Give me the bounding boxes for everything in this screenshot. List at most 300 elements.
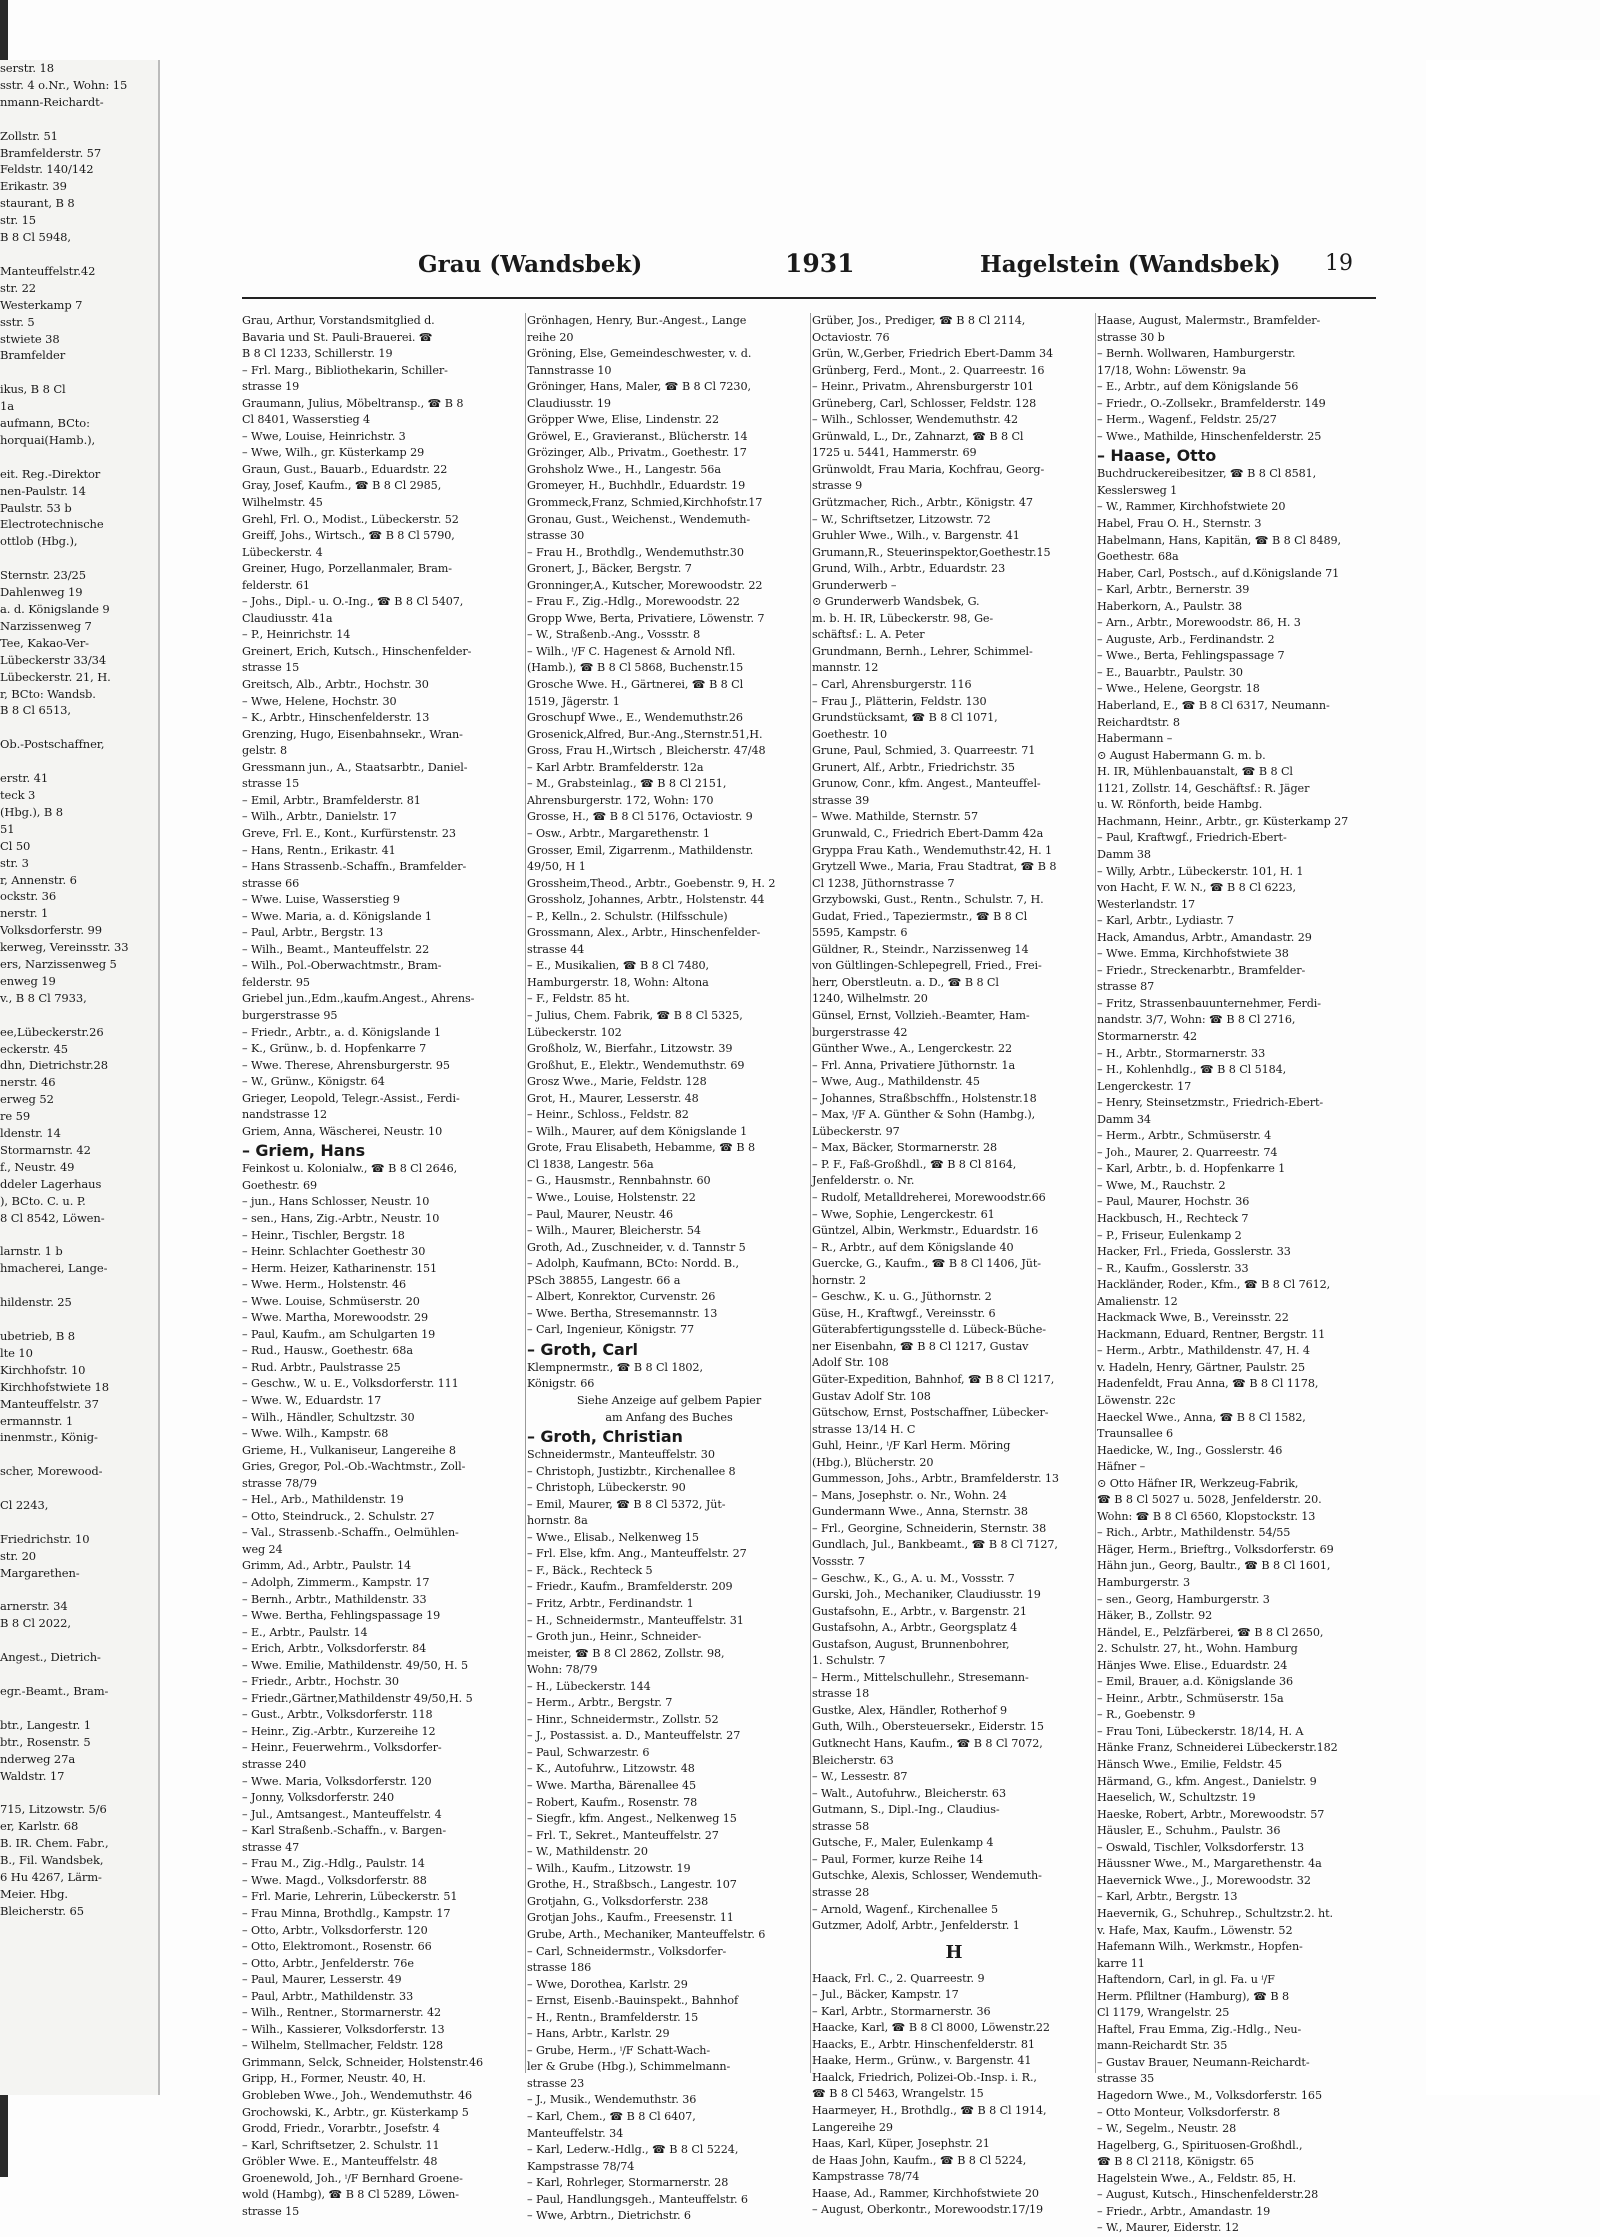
entry-line: – Heinr., Privatm., Ahrensburgerstr 101 <box>812 380 1034 394</box>
entry-line: Haacks, E., Arbtr. Hinschenfelderstr. 81 <box>812 2037 1035 2051</box>
previous-page-line: str. 3 <box>0 855 29 870</box>
previous-page-line: er, Karlstr. 68 <box>0 1819 79 1834</box>
entry-line: – Wwe. W., Eduardstr. 17 <box>242 1394 382 1407</box>
entry-line: Graumann, Julius, Möbeltransp., ☎ B 8 <box>242 396 464 410</box>
entry-line: Gustafsohn, A., Arbtr., Georgsplatz 4 <box>812 1621 1018 1635</box>
entry-line: Grzybowski, Gust., Rentn., Schulstr. 7, H. <box>812 893 1044 907</box>
previous-page-line: ubetrieb, B 8 <box>0 1328 75 1343</box>
previous-page-line: Ob.-Postschaffner, <box>0 737 105 752</box>
entry-line: Grot, H., Maurer, Lesserstr. 48 <box>527 1091 699 1105</box>
previous-page-line: egr.-Beamt., Bram- <box>0 1684 109 1698</box>
entry-line: Claudiusstr. 19 <box>527 396 611 410</box>
previous-page-line: B., Fil. Wandsbek, <box>0 1853 104 1868</box>
entry-line: Groschupf Wwe., E., Wendemuthstr.26 <box>527 711 743 725</box>
entry-line: – R., Arbtr., auf dem Königslande 40 <box>812 1240 1014 1254</box>
entry-line: 1519, Jägerstr. 1 <box>527 694 620 708</box>
entry-line: Grothe, H., Straßbsch., Langestr. 107 <box>527 1878 737 1892</box>
entry-line: (Hamb.), ☎ B 8 Cl 5868, Buchenstr.15 <box>527 661 744 675</box>
entry-line: gelstr. 8 <box>242 744 288 758</box>
entry-line: – Jul., Amtsangest., Manteuffelstr. 4 <box>242 1807 442 1821</box>
previous-page-line: erstr. 41 <box>0 771 49 786</box>
column-4 <box>1097 313 1383 2237</box>
entry-line: – Paul, Kaufm., am Schulgarten 19 <box>242 1327 436 1341</box>
entry-line: Haevernick Wwe., J., Morewoodstr. 32 <box>1097 1873 1311 1887</box>
entry-line: strasse 58 <box>812 1819 870 1833</box>
previous-page-line: Bramfelder <box>0 348 66 363</box>
entry-line: – Frau M., Zig.-Hdlg., Paulstr. 14 <box>242 1857 425 1871</box>
entry-line: strasse 15 <box>242 2204 300 2218</box>
entry-line: Grundmann, Bernh., Lehrer, Schimmel- <box>812 644 1033 658</box>
previous-page-line: Kirchhofstr. 10 <box>0 1362 86 1377</box>
entry-line: meister, ☎ B 8 Cl 2862, Zollstr. 98, <box>527 1646 725 1660</box>
entry-line: – Joh., Maurer, 2. Quarreestr. 74 <box>1097 1145 1278 1159</box>
entry-line: – Frau H., Brothdlg., Wendemuthstr.30 <box>527 545 744 559</box>
entry-line: de Haas John, Kaufm., ☎ B 8 Cl 5224, <box>812 2153 1027 2167</box>
entry-line: Gray, Josef, Kaufm., ☎ B 8 Cl 2985, <box>242 479 442 493</box>
entry-line: – Henry, Steinsetzmstr., Friedrich-Ebert- <box>1097 1096 1324 1110</box>
entry-line: Grimmann, Selck, Schneider, Holstenstr.46 <box>242 2055 484 2069</box>
entry-line: Großholz, W., Bierfahr., Litzowstr. 39 <box>527 1042 733 1056</box>
entry-line: Großhut, E., Elektr., Wendemuthstr. 69 <box>527 1058 745 1072</box>
entry-line: Haas, Karl, Küper, Josephstr. 21 <box>812 2137 990 2151</box>
entry-line: Manteuffelstr. 34 <box>527 2126 624 2140</box>
entry-line: – Heinr., Tischler, Bergstr. 18 <box>242 1228 405 1242</box>
entry-line: Haftendorn, Carl, in gl. Fa. u ⁱ/F <box>1097 1973 1275 1987</box>
entry-line: Hähn jun., Georg, Baultr., ☎ B 8 Cl 1601, <box>1097 1559 1331 1573</box>
entry-line: – Rud. Arbtr., Paulstrasse 25 <box>242 1360 401 1374</box>
entry-line: v. Hadeln, Henry, Gärtner, Paulstr. 25 <box>1097 1360 1305 1374</box>
entry-line: – Johs., Dipl.- u. O.-Ing., ☎ B 8 Cl 5407, <box>242 595 464 609</box>
entry-line: – Wwe. Martha, Bärenallee 45 <box>527 1779 697 1793</box>
entry-line: Buchdruckereibesitzer, ☎ B 8 Cl 8581, <box>1097 467 1317 481</box>
entry-line: mann-Reichardt Str. 35 <box>1097 2039 1228 2053</box>
entry-line: – Wwe, Helene, Hochstr. 30 <box>242 694 397 708</box>
previous-page-line: str. 20 <box>0 1548 37 1563</box>
entry-line: – Wwe. Maria, Volksdorferstr. 120 <box>242 1774 432 1788</box>
entry-line: Gross, Frau H.,Wirtsch , Bleicherstr. 47/48 <box>527 744 766 758</box>
entry-line: Greiff, Johs., Wirtsch., ☎ B 8 Cl 5790, <box>242 529 455 543</box>
entry-line: – Heinr., Zig.-Arbtr., Kurzereihe 12 <box>242 1724 436 1738</box>
entry-line: ☎ B 8 Cl 5027 u. 5028, Jenfelderstr. 20. <box>1097 1493 1322 1507</box>
entry-line: Grube, Arth., Mechaniker, Manteuffelstr. 6 <box>527 1927 766 1941</box>
previous-page-line: Cl 50 <box>0 838 31 853</box>
entry-line: – Frl. Else, kfm. Ang., Manteuffelstr. 27 <box>527 1547 747 1561</box>
previous-page-line <box>0 1632 150 1649</box>
entry-line: Griem, Anna, Wäscherei, Neustr. 10 <box>242 1124 443 1138</box>
entry-line: Hänsch Wwe., Emilie, Feldstr. 45 <box>1097 1758 1283 1772</box>
previous-page-line <box>0 1311 150 1328</box>
entry-line: – W., Maurer, Eiderstr. 12 <box>1097 2221 1239 2235</box>
entry-line: Habel, Frau O. H., Sternstr. 3 <box>1097 517 1262 531</box>
entry-line: – W., Straßenb.-Ang., Vossstr. 8 <box>527 628 701 642</box>
entry-line: – Friedr., O.-Zollsekr., Bramfelderstr. 149 <box>1097 396 1326 410</box>
entry-line: Grenzing, Hugo, Eisenbahnsekr., Wran- <box>242 727 463 741</box>
previous-page-line <box>0 1700 150 1717</box>
entry-line: Grodd, Friedr., Vorarbtr., Josefstr. 4 <box>242 2122 440 2136</box>
previous-page-line <box>0 1582 150 1599</box>
entry-line: Gruhler Wwe., Wilh., v. Bargenstr. 41 <box>812 529 1020 543</box>
previous-page-line: stwiete 38 <box>0 331 60 346</box>
entry-line: Grönhagen, Henry, Bur.-Angest., Lange <box>527 314 747 327</box>
previous-page-line: ockstr. 36 <box>0 889 57 904</box>
entry-line: Güter-Expedition, Bahnhof, ☎ B 8 Cl 1217, <box>812 1373 1055 1386</box>
previous-page-line: B 8 Cl 2022, <box>0 1616 71 1631</box>
listing-heading: – Groth, Carl <box>527 1339 638 1359</box>
entry-line: – W., Schriftsetzer, Litzowstr. 72 <box>812 512 991 526</box>
previous-page-line: inenmstr., König- <box>0 1430 98 1445</box>
entry-line: – H., Schneidermstr., Manteuffelstr. 31 <box>527 1613 744 1627</box>
entry-line: Griebel jun.,Edm.,kaufm.Angest., Ahrens- <box>242 992 475 1006</box>
entry-line: – Otto, Elektromont., Rosenstr. 66 <box>242 1940 432 1954</box>
entry-line: Haase, Ad., Rammer, Kirchhofstwiete 20 <box>812 2186 1039 2200</box>
entry-line: Guercke, G., Kaufm., ☎ B 8 Cl 1406, Jüt- <box>812 1257 1041 1271</box>
entry-line: – Carl, Ingenieur, Königstr. 77 <box>527 1323 695 1337</box>
entry-line: Grytzell Wwe., Maria, Frau Stadtrat, ☎ B 8 <box>812 860 1057 874</box>
entry-line: strasse 35 <box>1097 2072 1155 2086</box>
entry-line: herr, Oberstleutn. a. D., ☎ B 8 Cl <box>812 975 999 989</box>
previous-page-line: Zollstr. 51 <box>0 128 58 143</box>
entry-line: – Wwe. Louise, Schmüserstr. 20 <box>242 1294 420 1308</box>
entry-line: Gustke, Alex, Händler, Rotherhof 9 <box>812 1703 1007 1717</box>
entry-line: – Otto, Steindruck., 2. Schulstr. 27 <box>242 1509 435 1523</box>
previous-page-line <box>0 1666 150 1683</box>
entry-line: Gropp Wwe, Berta, Privatiere, Löwenstr. 7 <box>527 611 765 625</box>
previous-page-line: btr., Langestr. 1 <box>0 1717 91 1732</box>
entry-line: – Friedr., Arbtr., Amandastr. 19 <box>1097 2204 1271 2218</box>
entry-line: – Wilh., Rentner., Stormarnerstr. 42 <box>242 2006 441 2020</box>
previous-page-line <box>0 449 150 466</box>
entry-line: strasse 9 <box>812 479 863 493</box>
entry-line: – Geschw., K. u. G., Jüthornstr. 2 <box>812 1290 992 1304</box>
entry-line: felderstr. 95 <box>242 975 310 989</box>
entry-line: Grundstücksamt, ☎ B 8 Cl 1071, <box>812 711 998 725</box>
header-rule <box>242 297 1376 299</box>
entry-line: Grünwoldt, Frau Maria, Kochfrau, Georg- <box>812 462 1045 476</box>
previous-page-line: ee,Lübeckerstr.26 <box>0 1024 104 1039</box>
previous-page-line: Friedrichstr. 10 <box>0 1531 90 1546</box>
entry-line: Guhl, Heinr., ⁱ/F Karl Herm. Möring <box>812 1439 1011 1453</box>
entry-line: Haedicke, W., Ing., Gosslerstr. 46 <box>1097 1443 1283 1457</box>
entry-line: – Hinr., Schneidermstr., Zollstr. 52 <box>527 1712 719 1726</box>
entry-line: strasse 44 <box>527 942 585 956</box>
entry-line: – sen., Hans, Zig.-Arbtr., Neustr. 10 <box>242 1211 440 1225</box>
entry-line: – Fritz, Strassenbauunternehmer, Ferdi- <box>1097 996 1321 1010</box>
entry-line: – Wilhelm, Stellmacher, Feldstr. 128 <box>242 2039 444 2053</box>
entry-line: – Karl, Rohrleger, Stormarnerstr. 28 <box>527 2176 729 2190</box>
previous-page-line: B 8 Cl 5948, <box>0 230 71 245</box>
entry-line: Gröning, Else, Gemeindeschwester, v. d. <box>527 347 752 361</box>
entry-line: Güterabfertigungsstelle d. Lübeck-Büche- <box>812 1323 1046 1337</box>
entry-line: – Wwe., Helene, Georgstr. 18 <box>1097 682 1260 696</box>
previous-page-line <box>0 1784 150 1801</box>
previous-page-line: Westerkamp 7 <box>0 297 83 312</box>
entry-line: Grün, W.,Gerber, Friedrich Ebert-Damm 34 <box>812 347 1054 361</box>
entry-line: – Heinr. Schlachter Goethestr 30 <box>242 1245 426 1259</box>
entry-line: – Jul., Bäcker, Kampstr. 17 <box>812 1988 959 2002</box>
entry-line: – Wwe, M., Rauchstr. 2 <box>1097 1178 1226 1192</box>
previous-page-line: nmann-Reichardt- <box>0 94 104 109</box>
previous-page-line: r, BCto: Wandsb. <box>0 686 96 701</box>
entry-line: – Hans, Arbtr., Karlstr. 29 <box>527 2027 670 2041</box>
entry-line: Gressmann jun., A., Staatsarbtr., Daniel- <box>242 760 468 774</box>
entry-line: reihe 20 <box>527 330 574 344</box>
entry-line: – P., Friseur, Eulenkamp 2 <box>1097 1228 1242 1242</box>
entry-line: – Frl. T., Sekret., Manteuffelstr. 27 <box>527 1828 719 1842</box>
previous-page-line: 1a <box>0 399 14 414</box>
entry-line: Klempnermstr., ☎ B 8 Cl 1802, <box>527 1360 703 1374</box>
previous-page-line: 8 Cl 8542, Löwen- <box>0 1210 105 1225</box>
previous-page-line: str. 22 <box>0 280 37 295</box>
entry-line: – Wilh., Maurer, Bleicherstr. 54 <box>527 1224 701 1238</box>
entry-line: – Frau Toni, Lübeckerstr. 18/14, H. A <box>1097 1724 1304 1738</box>
entry-columns <box>242 313 1376 2235</box>
entry-line: – Grube, Herm., ⁱ/F Schatt-Wach- <box>527 2043 711 2057</box>
entry-line: strasse 66 <box>242 876 300 890</box>
entry-line: – E., Arbtr., auf dem Königslande 56 <box>1097 380 1299 394</box>
entry-line: Gröbler Wwe. E., Manteuffelstr. 48 <box>242 2155 438 2169</box>
entry-line: Adolf Str. 108 <box>812 1356 889 1370</box>
entry-line: – K., Autofuhrw., Litzowstr. 48 <box>527 1762 695 1776</box>
entry-line: – W., Rammer, Kirchhofstwiete 20 <box>1097 500 1286 514</box>
previous-page-line <box>0 550 150 567</box>
entry-line: strasse 19 <box>242 380 300 394</box>
entry-line: Lübeckerstr. 4 <box>242 545 323 559</box>
entry-line: – jun., Hans Schlosser, Neustr. 10 <box>242 1195 430 1209</box>
entry-line: Wohn: 78/79 <box>527 1663 598 1677</box>
entry-line: Haeske, Robert, Arbtr., Morewoodstr. 57 <box>1097 1807 1325 1821</box>
previous-page-line: ), BCto. C. u. P. <box>0 1193 86 1208</box>
previous-page-line: 6 Hu 4267, Lärm- <box>0 1869 102 1884</box>
entry-line: – Otto, Arbtr., Jenfelderstr. 76e <box>242 1956 414 1970</box>
previous-page-line: eit. Reg.-Direktor <box>0 466 101 481</box>
previous-page-line: Feldstr. 140/142 <box>0 162 94 177</box>
entry-line: Grunow, Conr., kfm. Angest., Manteuffel- <box>812 777 1041 791</box>
entry-line: Haeselich, W., Schultzstr. 19 <box>1097 1791 1256 1805</box>
entry-line: – Karl Straßenb.-Schaffn., v. Bargen- <box>242 1824 447 1838</box>
entry-line: – Bernh. Wollwaren, Hamburgerstr. <box>1097 347 1296 361</box>
entry-line: – Karl, Arbtr., Lydiastr. 7 <box>1097 914 1234 928</box>
entry-line: – Paul, Maurer, Lesserstr. 49 <box>242 1973 402 1987</box>
entry-line: ☎ B 8 Cl 5463, Wrangelstr. 15 <box>812 2087 984 2101</box>
entry-line: – Paul, Kraftwgf., Friedrich-Ebert- <box>1097 831 1287 845</box>
entry-line: Bavaria und St. Pauli-Brauerei. ☎ <box>242 330 433 344</box>
entry-line: Grunwald, C., Friedrich Ebert-Damm 42a <box>812 826 1044 840</box>
entry-line: strasse 15 <box>242 777 300 791</box>
entry-line: Grochowski, K., Arbtr., gr. Küsterkamp 5 <box>242 2105 469 2119</box>
entry-line: Hafemann Wilh., Werkmstr., Hopfen- <box>1097 1940 1303 1954</box>
entry-line: – H., Arbtr., Stormarnerstr. 33 <box>1097 1046 1266 1060</box>
entry-line: Herm. Pfliltner (Hamburg), ☎ B 8 <box>1097 1989 1290 2003</box>
entry-line: – August, Kutsch., Hinschenfelderstr.28 <box>1097 2188 1319 2202</box>
entry-line: – E., Bauarbtr., Paulstr. 30 <box>1097 665 1243 679</box>
previous-page-line: lte 10 <box>0 1345 33 1360</box>
previous-page-line: Meier. Hbg. <box>0 1886 68 1901</box>
previous-page-line: Stormarnstr. 42 <box>0 1143 91 1157</box>
entry-line: Cl 1838, Langestr. 56a <box>527 1157 654 1171</box>
entry-line: Haacke, Karl, ☎ B 8 Cl 8000, Löwenstr.22 <box>812 2021 1050 2035</box>
previous-page-line: re 59 <box>0 1109 31 1124</box>
entry-line: – Willy, Arbtr., Lübeckerstr. 101, H. 1 <box>1097 864 1304 878</box>
entry-line: Grosser, Emil, Zigarrenm., Mathildenstr. <box>527 843 754 857</box>
entry-line: Goethestr. 10 <box>812 727 888 741</box>
entry-line: Hänke Franz, Schneiderei Lübeckerstr.182 <box>1097 1741 1338 1755</box>
entry-line: B 8 Cl 1233, Schillerstr. 19 <box>242 347 393 361</box>
entry-line: Gutknecht Hans, Kaufm., ☎ B 8 Cl 7072, <box>812 1737 1043 1751</box>
entry-line: – Frl. Marg., Bibliothekarin, Schiller- <box>242 363 448 377</box>
entry-line: Grune, Paul, Schmied, 3. Quarreestr. 71 <box>812 744 1036 758</box>
entry-line: Haberland, E., ☎ B 8 Cl 6317, Neumann- <box>1097 699 1330 713</box>
entry-line: Häfner – <box>1097 1460 1146 1474</box>
entry-line: – Rudolf, Metalldreherei, Morewoodstr.66 <box>812 1190 1046 1204</box>
previous-page-line: ermannstr. 1 <box>0 1413 74 1428</box>
entry-line: Gryppa Frau Kath., Wendemuthstr.42, H. 1 <box>812 843 1053 857</box>
entry-line: Hamburgerstr. 3 <box>1097 1576 1190 1590</box>
previous-page-line: B 8 Cl 6513, <box>0 703 71 718</box>
previous-page-line: staurant, B 8 <box>0 196 75 211</box>
previous-page-line: Manteuffelstr.42 <box>0 263 96 278</box>
entry-line: strasse 30 b <box>1097 330 1165 344</box>
entry-line: Grünwald, L., Dr., Zahnarzt, ☎ B 8 Cl <box>812 429 1024 443</box>
entry-line: Gudat, Fried., Tapeziermstr., ☎ B 8 Cl <box>812 909 1028 923</box>
entry-line: – Karl, Arbtr., Bergstr. 13 <box>1097 1890 1238 1904</box>
previous-page-column <box>0 60 150 1920</box>
previous-page-line: 51 <box>0 821 15 836</box>
entry-line: Haevernik, G., Schuhrep., Schultzstr.2. ht. <box>1097 1906 1333 1920</box>
listing-heading: – Groth, Christian <box>527 1427 683 1447</box>
entry-line: – J., Musik., Wendemuthstr. 36 <box>527 2093 697 2107</box>
entry-line: Haber, Carl, Postsch., auf d.Königslande 71 <box>1097 566 1340 580</box>
entry-line: – Wwe. Mathilde, Sternstr. 57 <box>812 810 978 824</box>
entry-line: – Arn., Arbtr., Morewoodstr. 86, H. 3 <box>1097 616 1301 630</box>
entry-line: ler & Grube (Hbg.), Schimmelmann- <box>527 2060 731 2074</box>
entry-line: Hagelberg, G., Spirituosen-Großhdl., <box>1097 2138 1303 2152</box>
entry-line: – Frl. Marie, Lehrerin, Lübeckerstr. 51 <box>242 1890 458 1904</box>
entry-line: – H., Kohlenhdlg., ☎ B 8 Cl 5184, <box>1097 1063 1287 1077</box>
entry-line: 17/18, Wohn: Löwenstr. 9a <box>1097 363 1246 377</box>
previous-page-line: kerweg, Vereinsstr. 33 <box>0 940 129 955</box>
entry-line: mannstr. 12 <box>812 661 879 675</box>
entry-line: – Otto Monteur, Volksdorferstr. 8 <box>1097 2105 1281 2119</box>
entry-line: – August, Oberkontr., Morewoodstr.17/19 <box>812 2203 1044 2217</box>
previous-page-line: Erikastr. 39 <box>0 179 67 194</box>
entry-line: – Frau Minna, Brothdlg., Kampstr. 17 <box>242 1906 451 1920</box>
entry-line: Gronert, J., Bäcker, Bergstr. 7 <box>527 562 692 576</box>
entry-line: – W., Segelm., Neustr. 28 <box>1097 2122 1237 2136</box>
previous-page-line: ikus, B 8 Cl <box>0 382 66 397</box>
entry-line: – Hans, Rentn., Erikastr. 41 <box>242 843 396 857</box>
entry-line: Grossholz, Johannes, Arbtr., Holstenstr. 44 <box>527 893 765 907</box>
entry-line: – Herm., Arbtr., Schmüserstr. 4 <box>1097 1129 1272 1143</box>
entry-line: Wilhelmstr. 45 <box>242 496 323 510</box>
entry-line: – Emil, Maurer, ☎ B 8 Cl 5372, Jüt- <box>527 1497 726 1511</box>
entry-line: – Arnold, Wagenf., Kirchenallee 5 <box>812 1902 998 1916</box>
entry-line: – Heinr., Arbtr., Schmüserstr. 15a <box>1097 1691 1284 1705</box>
entry-line: Günther Wwe., A., Lengerckestr. 22 <box>812 1042 1013 1056</box>
entry-line: Grözinger, Alb., Privatm., Goethestr. 17 <box>527 446 747 460</box>
previous-page-line: nerstr. 1 <box>0 906 49 921</box>
entry-line: – Rich., Arbtr., Mathildenstr. 54/55 <box>1097 1526 1291 1540</box>
entry-line: strasse 47 <box>242 1840 300 1854</box>
previous-page-line: hildenstr. 25 <box>0 1295 72 1310</box>
entry-line: – Val., Strassenb.-Schaffn., Oelmühlen- <box>242 1526 459 1540</box>
section-letter: H <box>945 1941 963 1963</box>
entry-line: – G., Hausmstr., Rennbahnstr. 60 <box>527 1174 711 1188</box>
entry-line: – Wilh., ⁱ/F C. Hagenest & Arnold Nfl. <box>527 644 736 658</box>
entry-line: schäftsf.: L. A. Peter <box>812 628 925 642</box>
entry-line: – K., Arbtr., Hinschenfelderstr. 13 <box>242 711 430 725</box>
entry-line: – Paul, Arbtr., Mathildenstr. 33 <box>242 1989 414 2003</box>
entry-line: – Wilh., Kaufm., Litzowstr. 19 <box>527 1861 691 1875</box>
entry-line: Greinert, Erich, Kutsch., Hinschenfelder- <box>242 644 472 658</box>
entry-line: – Geschw., K., G., A. u. M., Vossstr. 7 <box>812 1571 1015 1585</box>
entry-line: von Hacht, F. W. N., ☎ B 8 Cl 6223, <box>1097 881 1297 895</box>
entry-line: burgerstrasse 95 <box>242 1008 338 1022</box>
entry-line: – Wwe. Luise, Wasserstieg 9 <box>242 893 400 907</box>
previous-page-line <box>0 1227 150 1244</box>
previous-page-line: Dahlenweg 19 <box>0 585 83 600</box>
entry-line: Grieme, H., Vulkaniseur, Langereihe 8 <box>242 1443 456 1457</box>
entry-line: (Hbg.), Blücherstr. 20 <box>812 1455 934 1469</box>
entry-line: – Johannes, Straßbschffn., Holstenstr.18 <box>812 1091 1037 1105</box>
entry-line: Haberkorn, A., Paulstr. 38 <box>1097 599 1243 613</box>
entry-line: – Wilh., Schlosser, Wendemuthstr. 42 <box>812 413 1019 427</box>
entry-line: – Wilh., Pol.-Oberwachtmstr., Bram- <box>242 959 442 973</box>
entry-line: Grützmacher, Rich., Arbtr., Königstr. 47 <box>812 496 1033 510</box>
entry-line: – Wwe. Emilie, Mathildenstr. 49/50, H. 5 <box>242 1658 468 1672</box>
entry-line: – Oswald, Tischler, Volksdorferstr. 13 <box>1097 1840 1304 1854</box>
entry-line: – Paul, Arbtr., Bergstr. 13 <box>242 926 383 940</box>
entry-line: Siehe Anzeige auf gelbem Papier <box>576 1394 762 1407</box>
previous-page-line: eckerstr. 45 <box>0 1041 69 1056</box>
previous-page-line: Cl 2243, <box>0 1498 49 1513</box>
entry-line: – Wwe, Louise, Heinrichstr. 3 <box>242 429 406 443</box>
entry-line: – E., Musikalien, ☎ B 8 Cl 7480, <box>527 959 709 973</box>
previous-page-line: Bramfelderstr. 57 <box>0 145 102 160</box>
previous-page-line: v., B 8 Cl 7933, <box>0 990 87 1005</box>
entry-line: – Frl. Anna, Privatiere Jüthornstr. 1a <box>812 1058 1016 1072</box>
entry-line: – Wwe. Therese, Ahrensburgerstr. 95 <box>242 1058 450 1072</box>
previous-page-line: teck 3 <box>0 787 36 802</box>
previous-page-line: (Hbg.), B 8 <box>0 804 64 819</box>
previous-page-line: Lübeckerstr 33/34 <box>0 652 107 667</box>
previous-page-line: Narzissenweg 7 <box>0 618 92 633</box>
entry-line: Hack, Amandus, Arbtr., Amandastr. 29 <box>1097 930 1312 944</box>
previous-page-line <box>0 1007 150 1024</box>
previous-page-line: a. d. Königslande 9 <box>0 602 110 616</box>
entry-line: Hagedorn Wwe., M., Volksdorferstr. 165 <box>1097 2088 1322 2102</box>
entry-line: Hacker, Frl., Frieda, Gosslerstr. 33 <box>1097 1245 1291 1259</box>
entry-line: – Emil, Brauer, a.d. Königslande 36 <box>1097 1675 1293 1689</box>
entry-line: 49/50, H 1 <box>527 860 586 874</box>
page-number: 19 <box>1325 251 1353 276</box>
entry-line: – Karl, Arbtr., Bernerstr. 39 <box>1097 583 1250 597</box>
previous-page-line <box>0 1480 150 1497</box>
entry-line: Grau, Arthur, Vorstandsmitglied d. <box>242 314 435 327</box>
previous-page-line: nen-Paulstr. 14 <box>0 483 86 498</box>
column-2 <box>527 313 811 2225</box>
entry-line: – Adolph, Zimmerm., Kampstr. 17 <box>242 1576 430 1590</box>
entry-line: Grommeck,Franz, Schmied,Kirchhofstr.17 <box>527 496 763 510</box>
entry-line: – Wilh., Händler, Schultzstr. 30 <box>242 1410 415 1424</box>
entry-line: Damm 38 <box>1097 847 1151 861</box>
entry-line: – Robert, Kaufm., Rosenstr. 78 <box>527 1795 698 1809</box>
entry-line: Bleicherstr. 63 <box>812 1753 894 1767</box>
entry-line: – Auguste, Arb., Ferdinandstr. 2 <box>1097 632 1275 646</box>
entry-line: karre 11 <box>1097 1956 1145 1970</box>
entry-line: Greitsch, Alb., Arbtr., Hochstr. 30 <box>242 678 429 692</box>
previous-page-line: Margarethen- <box>0 1565 80 1580</box>
listing-heading: – Haase, Otto <box>1097 446 1217 466</box>
